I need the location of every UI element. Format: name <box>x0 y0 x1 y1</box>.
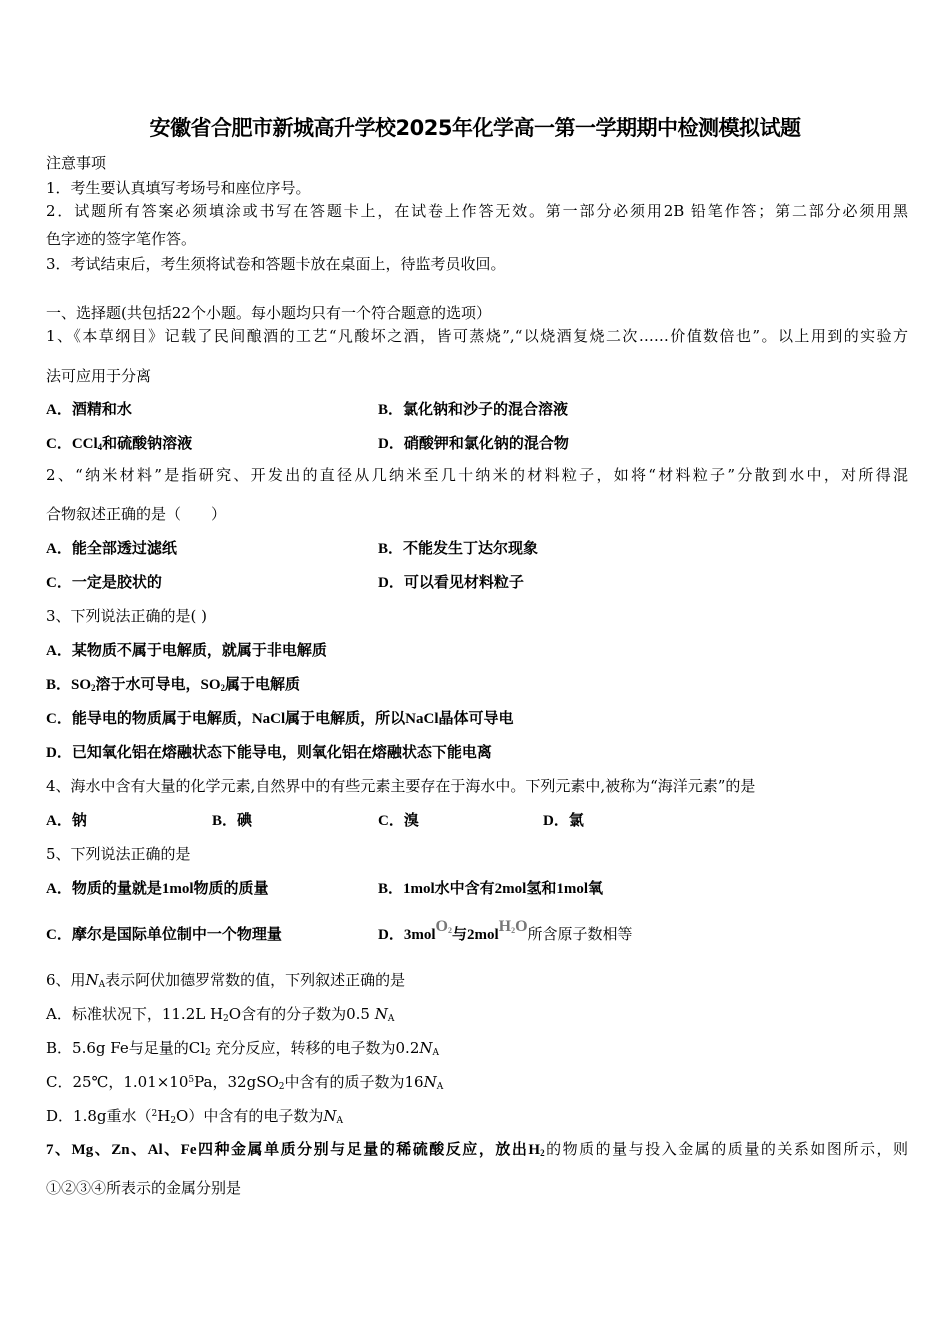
q1-option-b: B．氯化钠和沙子的混合溶液 <box>378 402 569 418</box>
q2-stem-line1: 2、“纳米材料”是指研究、开发出的直径从几纳米至几十纳米的材料粒子，如将“材料粒子”分散到水中，对所得混 <box>46 466 908 484</box>
q6-stem: 6、用$N_A$表示阿伏加德罗常数的值，下列叙述正确的是 <box>46 971 406 990</box>
q4-option-d: D．氯 <box>543 813 584 829</box>
q4-option-b: B．碘 <box>212 813 253 829</box>
q3-stem: 3、下列说法正确的是( ) <box>46 607 208 625</box>
page-title: 安徽省合肥市新城高升学校2025年化学高一第一学期期中检测模拟试题 <box>149 116 801 140</box>
q3-option-c: C．能导电的物质属于电解质，NaCl属于电解质，所以NaCl晶体可导电 <box>46 711 514 727</box>
q4-stem: 4、海水中含有大量的化学元素,自然界中的有些元素主要存在于海水中。下列元素中,被称为“海洋元素”的是 <box>46 777 756 795</box>
q5-option-c: C．摩尔是国际单位制中一个物理量 <box>46 927 282 943</box>
notice-item-2: 2．试题所有答案必须填涂或书写在答题卡上，在试卷上作答无效。第一部分必须用2B 铅笔作答；第二部分必须用黑 <box>46 202 908 220</box>
q2-option-b: B．不能发生丁达尔现象 <box>378 541 539 557</box>
q2-option-d: D．可以看见材料粒子 <box>378 575 524 591</box>
q2-stem-line2: 合物叙述正确的是（ ） <box>46 505 227 523</box>
q7-stem-line2: ①②③④所表示的金属分别是 <box>46 1179 242 1197</box>
q6-option-d: D．1.8g重水$(^2H_2O)$中含有的电子数为$N_A$ <box>46 1107 343 1126</box>
q5-option-d: D．3molO$_2$与2molH$_2$O所含原子数相等 <box>378 918 633 943</box>
o2-formula: $O_2$ <box>435 918 452 935</box>
h2o-formula: $H_2O$ <box>498 918 528 935</box>
q6-option-a: A．标准状况下，11.2L $H_2O$含有的分子数为0.5 $N_A$ <box>46 1005 395 1024</box>
q4-option-c: C．溴 <box>378 813 419 829</box>
q1-option-c: C．CCl$_4$和硫酸钠溶液 <box>46 436 193 452</box>
q6-option-c: C．25℃，$1.01\times 10^5Pa$，32gSO$_2$中含有的质子数为$16N_A$ <box>46 1073 444 1092</box>
notice-item-3: 3．考试结束后，考生须将试卷和答题卡放在桌面上，待监考员收回。 <box>46 255 506 273</box>
q2-option-a: A．能全部透过滤纸 <box>46 541 177 557</box>
q3-option-a: A．某物质不属于电解质，就属于非电解质 <box>46 643 327 659</box>
q1-option-d: D．硝酸钾和氯化钠的混合物 <box>378 436 569 452</box>
q5-option-b: B．1mol水中含有2mol氢和1mol氧 <box>378 881 603 897</box>
q1-option-a: A．酒精和水 <box>46 402 132 418</box>
q1-stem-line2: 法可应用于分离 <box>46 367 152 385</box>
q1-stem-line1: 1、《本草纲目》记载了民间酿酒的工艺“凡酸坏之酒，皆可蒸烧”,“以烧酒复烧二次……价值数倍也”。以上用到的实验方 <box>46 327 908 345</box>
notice-heading: 注意事项 <box>46 154 107 172</box>
section-heading: 一、选择题(共包括22个小题。每小题均只有一个符合题意的选项） <box>46 304 491 322</box>
notice-item-1: 1．考生要认真填写考场号和座位序号。 <box>46 179 311 197</box>
q7-stem-line1: 7、Mg、Zn、Al、Fe四种金属单质分别与足量的稀硫酸反应，放出$H_2$的物质的量与投入金属的质量的关系如图所示，则 <box>46 1140 908 1158</box>
q4-option-a: A．钠 <box>46 813 87 829</box>
q3-option-d: D．已知氧化铝在熔融状态下能导电，则氧化铝在熔融状态下能电离 <box>46 745 492 761</box>
notice-item-2-cont: 色字迹的签字笔作答。 <box>46 230 197 248</box>
q5-option-a: A．物质的量就是1mol物质的质量 <box>46 881 269 897</box>
q5-stem: 5、下列说法正确的是 <box>46 845 191 863</box>
q2-option-c: C．一定是胶状的 <box>46 575 162 591</box>
q6-option-b: B．5.6g Fe与足量的$Cl_2$ 充分反应，转移的电子数为$0.2N_A$ <box>46 1039 439 1058</box>
q3-option-b: B．$SO_2$溶于水可导电，$SO_2$属于电解质 <box>46 677 301 693</box>
